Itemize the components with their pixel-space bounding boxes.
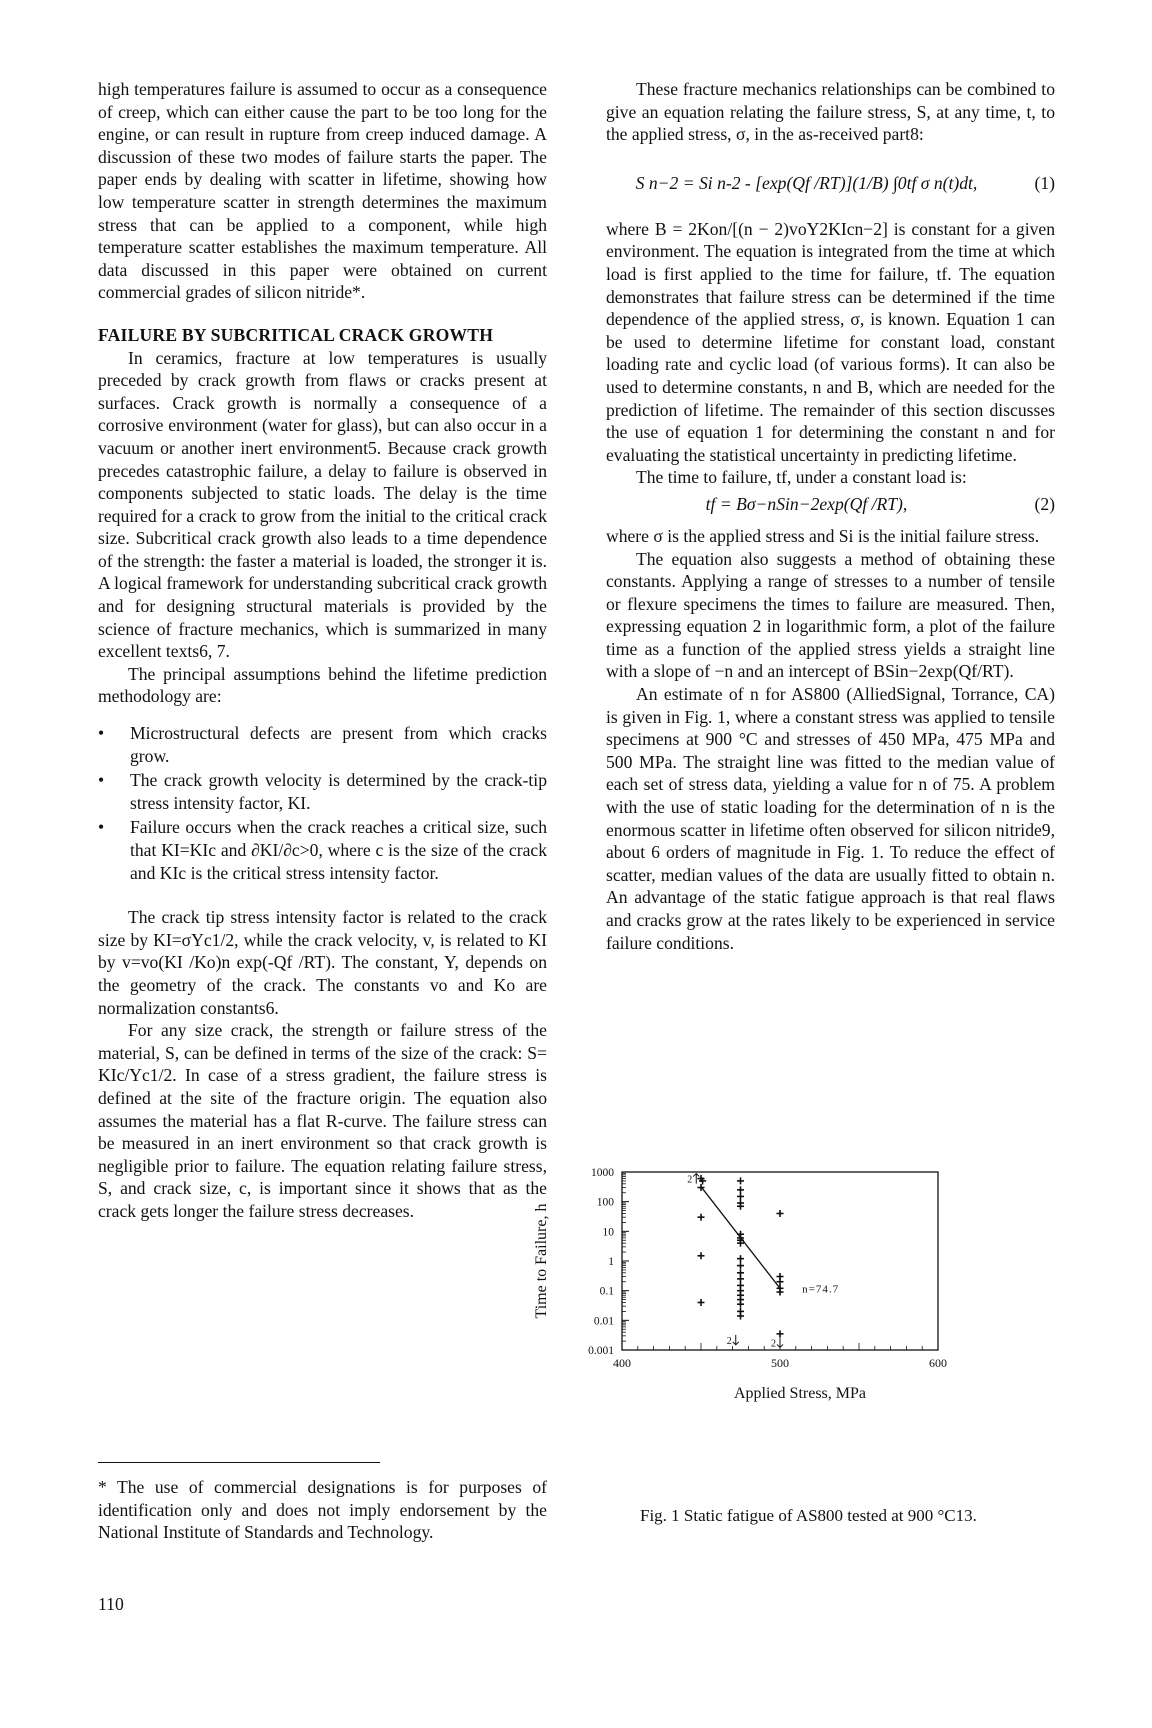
x-tick-label: 600 xyxy=(929,1356,947,1370)
y-tick-label: 1000 xyxy=(591,1167,614,1179)
runout-label: 2 xyxy=(726,1335,732,1347)
left-column xyxy=(98,78,547,1223)
data-point xyxy=(698,1299,705,1306)
footnote-divider xyxy=(98,1462,380,1463)
data-point xyxy=(737,1193,744,1200)
equation-2-body: tf = Bσ−nSin−2exp(Qf /RT), xyxy=(705,493,908,514)
x-axis-label: Applied Stress, MPa xyxy=(734,1385,866,1402)
equation-2 xyxy=(606,491,1055,519)
runout-label: 2 xyxy=(771,1338,776,1350)
plot-frame xyxy=(622,1172,938,1350)
static-fatigue-chart xyxy=(533,1160,1062,1450)
runout-arrow xyxy=(733,1335,739,1345)
runout-label: 2 xyxy=(687,1174,693,1186)
estimate-paragraph: An estimate of n for AS800 (AlliedSignal, Torrance, CA) is given in Fig. 1, where a constant stress was applied to tensile specimens at 900 °C and stresses of 450 MPa, 475 MPa and 500 MPa. The straight line was fitted to the median value of each set of stress data, yielding a value for n of 75. A problem with the use of static loading for the determination of n is the enormous scatter in lifetime often observed for silicon nitride9, about 6 orders of magnitude in Fig. 1. To reduce the effect of scatter, median values of the data are usually fitted to obtain n. An advantage of the static fatigue approach is that real flaws and cracks grow at the rates likely to be experienced in service failure conditions. xyxy=(606,684,1055,953)
combined-paragraph: These fracture mechanics relationships can be combined to give an equation relating the failure stress, S, at any time, t, to the applied stress, σ, in the as-received part8: xyxy=(606,79,1055,145)
equation-1-body: S n−2 = Si n-2 - [exp(Qf /RT)](1/B) ∫0tf σ n(t)dt, xyxy=(635,172,978,193)
data-point xyxy=(737,1275,744,1282)
data-point xyxy=(698,1252,705,1259)
list-item: • Microstructural defects are present from which cracks grow. xyxy=(98,722,547,767)
ceramics-paragraph: In ceramics, fracture at low temperatures is usually preceded by crack growth from flaws or cracks present at surfaces. Crack growth is normally a consequence of a corrosive environment (water for glass), but can also occur in a vacuum or another inert environment5. Because crack growth precedes catastrophic failure, a delay to failure is observed in components subjected to static loads. The delay is the time required for a crack to grow from the initial to the critical crack size. Subcritical crack growth also leads to a time dependence of the strength: the faster a material is loaded, the stronger it is. A logical framework for understanding subcritical crack growth and for designing structural materials is provided by the science of fracture mechanics, which is summarized in many excellent texts6, 7. xyxy=(98,347,547,662)
intro-paragraph: high temperatures failure is assumed to occur as a consequence of creep, which can either cause the part to be too long for the engine, or can result in rupture from creep induced damage. A discussion of these two modes of failure starts the paper. The paper ends by dealing with scatter in lifetime, showing how low temperature scatter in strength determines the maximum stress that can be applied to a component, while high temperature scatter establishes the maximum temperature. All data discussed in this paper were obtained on current commercial grades of silicon nitride*. xyxy=(98,79,547,303)
data-point xyxy=(737,1269,744,1276)
data-point xyxy=(777,1210,784,1217)
data-point xyxy=(698,1214,705,1221)
equation-also-paragraph: The equation also suggests a method of obtaining these constants. Applying a range of stresses to a number of tensile or flexure specimens the times to failure are measured. Then, expressing equation 2 in logarithmic form, a plot of the failure time as a function of the applied stress yields a straight line with a slope of −n and an intercept of BSin−2exp(Qf/RT). xyxy=(606,548,1055,682)
time-to-failure-paragraph: The time to failure, tf, under a constant load is: xyxy=(636,467,967,488)
figure-caption: Fig. 1 Static fatigue of AS800 tested at 900 °C13. xyxy=(640,1506,977,1525)
y-axis-label: Time to Failure, h xyxy=(533,1203,550,1319)
footnote: * The use of commercial designations is for purposes of identification only and does not imply endorsement by the National Institute of Standards and Technology. xyxy=(98,1477,547,1543)
equation-2-number: (2) xyxy=(1034,493,1055,514)
page-number: 110 xyxy=(98,1594,124,1614)
data-point xyxy=(777,1289,784,1296)
assumptions-paragraph: The principal assumptions behind the lifetime prediction methodology are: xyxy=(98,663,547,707)
runout-arrow xyxy=(777,1337,783,1347)
y-tick-label: 1 xyxy=(608,1256,614,1268)
data-point xyxy=(777,1330,784,1337)
equation-1-number: (1) xyxy=(1034,172,1055,193)
crack-tip-paragraph: The crack tip stress intensity factor is related to the crack size by KI=σYc1/2, while the crack velocity, v, is related to KI by v=vo(KI /Ko)n exp(-Qf /RT). The constant, Y, depends on the geometry of the crack. The constants vo and Ko are normalization constants6. xyxy=(98,907,547,1018)
y-tick-label: 10 xyxy=(602,1226,614,1239)
chart-marks xyxy=(687,1174,839,1350)
where-b-paragraph: where B = 2Kon/[(n − 2)voY2KIcn−2] is constant for a given environment. The equation is integrated from the time at which load is first applied to the time for failure, tf. The equation demonstrates that failure stress can be determined if the time dependence of the applied stress, σ, is known. Equation 1 can be used to determine lifetime for constant load, constant loading rate and cyclic load (of various forms). It can also be used to determine constants, n and B, which are needed for the prediction of lifetime. The remainder of this section discusses the use of equation 1 for determining the constant n and for evaluating the statistical uncertainty in predicting lifetime. xyxy=(606,218,1055,465)
y-tick-label: 100 xyxy=(596,1196,614,1209)
any-size-paragraph: For any size crack, the strength or failure stress of the material, S, can be defined in terms of the size of the crack: S= KIc/Yc1/2. In case of a stress gradient, the failure stress is defined at the site of the fracture origin. The equation also assumes the material has a flat R-curve. The failure stress can be measured in an inert environment so that crack growth is negligible prior to failure. The equation relating failure stress, S, and crack size, c, is important since it shows that as the crack gets longer the failure stress decreases. xyxy=(98,1020,547,1221)
y-tick-label: 0.01 xyxy=(593,1315,614,1328)
data-point xyxy=(737,1262,744,1269)
data-point xyxy=(737,1177,744,1184)
data-point xyxy=(737,1301,744,1308)
data-point xyxy=(737,1312,744,1319)
y-tick-label: 0.001 xyxy=(588,1345,614,1357)
x-tick-label: 500 xyxy=(771,1356,789,1370)
equation-1 xyxy=(606,152,1055,214)
figure-1 xyxy=(533,1160,1062,1450)
data-point xyxy=(737,1186,744,1193)
where-sigma-paragraph: where σ is the applied stress and Si is the initial failure stress. xyxy=(606,525,1040,546)
data-point xyxy=(737,1255,744,1262)
list-item: • The crack growth velocity is determined by the crack-tip stress intensity factor, KI. xyxy=(98,769,547,814)
x-tick-label: 400 xyxy=(613,1356,631,1370)
list-item: • Failure occurs when the crack reaches a critical size, such that KI=KIc and ∂KI/∂c>0, where c is the size of the crack and KIc is the critical stress intensity factor. xyxy=(98,816,547,884)
section-heading: FAILURE BY SUBCRITICAL CRACK GROWTH xyxy=(98,324,494,345)
right-column xyxy=(606,78,1055,954)
y-tick-label: 0.1 xyxy=(599,1285,614,1298)
assumptions-list xyxy=(98,722,547,884)
slope-annotation: n=74.7 xyxy=(802,1283,840,1296)
